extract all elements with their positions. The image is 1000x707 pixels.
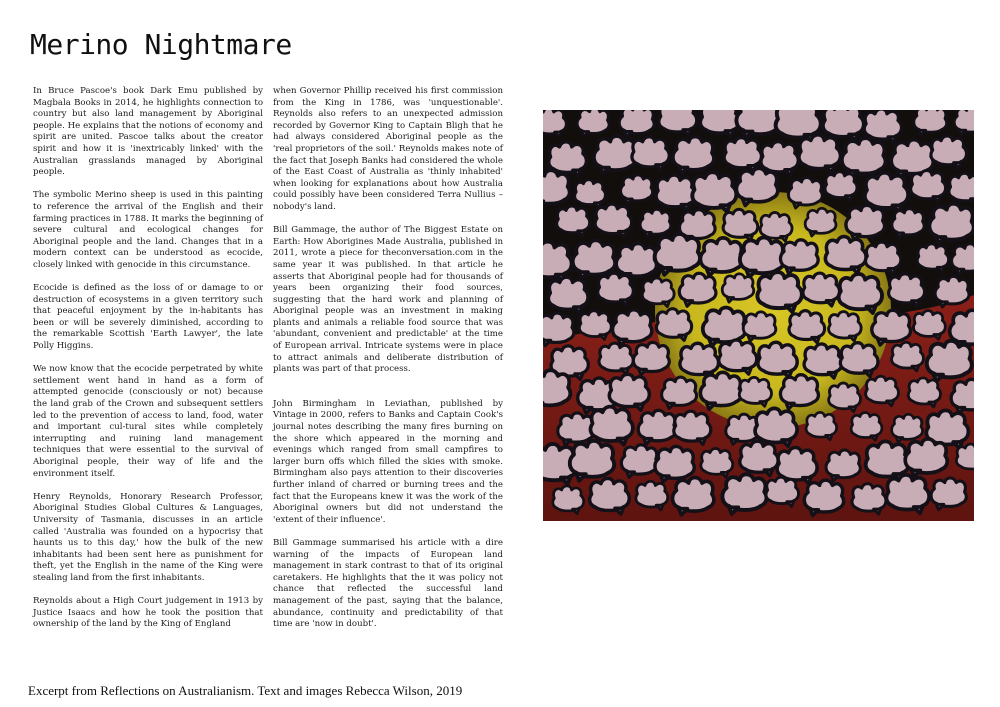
paragraph: Reynolds about a High Court judgement in 1913 by Justice Isaacs and how he took the position that ownership of the land by the King of England <box>33 596 263 630</box>
sheep <box>557 206 590 236</box>
sheep <box>570 441 614 481</box>
text-column-middle <box>273 86 503 642</box>
paragraph: Bill Gammage, the author of The Biggest Estate on Earth: How Aborigines Made Australia, published in 2011, wrote a piece for theconversation.com in the same year it was published. In that article he asserts that Aboriginal people had for thousands of years been organizing their food sources, suggesting that the hard work and planning of Aboriginal people was an investment in making plants and animals a reliable food source that was 'abundant, convenient and predictable' at the time of European arrival. Intricate systems were in place to attract animals and deliberate distribution of plants was part of that process. <box>273 225 503 375</box>
sheep <box>935 276 969 307</box>
sheep <box>825 237 866 274</box>
sheep <box>594 136 636 174</box>
sheep <box>929 204 973 244</box>
sheep <box>633 342 669 374</box>
sheep <box>892 209 924 238</box>
paragraph: We now know that the ecocide perpetrated by white settlement went hand in hand as a form of attempted genocide (consciously or not) because the land grab of the Crown and subsequent settlers led to the prevention of access to land, food, water and important cul-tural sites while completely interrupting and ruining land management techniques that were essential to the survival of Aboriginal people, their way of life and the environment itself. <box>33 364 263 479</box>
sheep <box>892 414 923 442</box>
sheep <box>766 477 799 506</box>
sheep <box>804 344 842 378</box>
sheep <box>736 168 777 205</box>
sheep <box>599 343 633 374</box>
sheep <box>739 377 771 406</box>
sheep <box>826 450 860 481</box>
sheep <box>911 170 946 201</box>
sheep <box>758 342 797 377</box>
paragraph: when Governor Phillip received his first commission from the King in 1786, was 'unquestionable'. Reynolds also refers to an unexpected admission recorded by Governor King to Captain Bligh that he had always considered Aboriginal people as the 'real proprietors of the soil.' Reynolds makes note of the fact that Joseph Banks had considered the whole of the East Coast of Australia as 'thinly inhabited' when looking for explanations about how Australia could possibly have been considered Terra Nullius – nobody's land. <box>273 86 503 212</box>
sheep <box>761 142 798 176</box>
sheep <box>905 439 947 477</box>
sheep <box>655 446 694 481</box>
sheep <box>866 376 899 406</box>
sheep <box>805 208 836 236</box>
sheep <box>789 311 825 343</box>
sheep <box>590 478 630 514</box>
sheep <box>931 478 966 510</box>
sheep <box>632 137 669 171</box>
sheep <box>839 274 882 313</box>
sheep <box>913 311 945 340</box>
sheep <box>621 445 657 478</box>
sheep <box>590 407 632 445</box>
sheep <box>889 274 925 306</box>
sheep <box>553 486 584 514</box>
sheep <box>700 238 742 276</box>
sheep <box>679 273 716 306</box>
sheep <box>655 234 700 275</box>
sheep <box>788 178 822 209</box>
sheep <box>743 312 776 341</box>
sheep <box>799 135 841 173</box>
sheep <box>575 180 606 207</box>
sheep <box>829 312 862 341</box>
sheep <box>674 411 711 444</box>
sheep <box>866 242 901 274</box>
sheep <box>803 273 840 306</box>
sheep <box>840 343 878 377</box>
paragraph: Ecocide is defined as the loss of or damage to or destruction of ecosystems in a given territory such that peaceful enjoyment by the in-habitants has been or will be severely diminished, according to the remarkable Scottish 'Earth Lawyer', the late Polly Higgins. <box>33 283 263 352</box>
sheep <box>543 313 574 346</box>
sheep <box>722 474 766 514</box>
sheep <box>656 175 695 210</box>
sheep <box>598 273 634 305</box>
sheep <box>846 205 885 240</box>
sheep <box>640 209 671 236</box>
sheep <box>558 413 594 445</box>
sheep <box>780 375 818 409</box>
sheep <box>886 475 929 513</box>
sheep <box>781 240 819 274</box>
sheep <box>724 138 761 172</box>
sheep <box>722 274 754 302</box>
sheep <box>613 310 652 345</box>
sheep <box>829 383 861 412</box>
sheep <box>638 410 676 444</box>
paragraph: John Birmingham in Leviathan, published by Vintage in 2000, refers to Banks and Captain Cook's journal notes describing the many fires burning on the shore which appeared in the morning and evenings which ranged from small campfires to larger burn offs which filled the skies with smoke. Birmingham also pays attention to their discoveries further inland of charred or burning trees and the fact that the Europeans knew it was the work of the Aboriginal owners but did not understand the 'extent of their influence'. <box>273 398 503 525</box>
sheep <box>621 175 653 204</box>
sheep <box>673 478 714 515</box>
sheep <box>908 378 940 407</box>
sheep <box>642 278 674 307</box>
sheep <box>740 441 778 475</box>
sheep <box>700 372 741 409</box>
sheep <box>825 172 857 201</box>
sheep <box>609 374 649 410</box>
sheep <box>662 377 697 408</box>
sheep <box>680 343 719 378</box>
sheep <box>806 412 837 439</box>
sheep <box>579 311 611 340</box>
sheep <box>804 480 843 515</box>
text-column-left <box>33 86 263 643</box>
painting-canvas <box>543 110 974 521</box>
paragraph: Bill Gammage summarised his article with a dire warning of the impacts of European land management in stark contrast to that of its original caretakers. He highlights that the it was policy not chance that reflected the successful land management of the past, saying that the balance, abundance, continuity and predictability of that time are 'now in doubt'. <box>273 537 503 630</box>
sheep <box>548 277 588 313</box>
sheep <box>701 448 733 477</box>
sheep <box>927 341 972 382</box>
sheep <box>656 309 691 341</box>
paragraph: Henry Reynolds, Honorary Research Professor, Aboriginal Studies Global Cultures & Languages, University of Tasmania, discusses in an article called 'Australia was founded on a hypocrisy that haunts us to this day,' how the bulk of the new inhabitants had been sent here as punishment for theft, yet the English in the name of the King were stealing land from the first inhabitants. <box>33 491 263 583</box>
sheep <box>757 272 801 312</box>
sheep <box>723 209 758 240</box>
sheep <box>595 204 632 237</box>
sheep <box>573 240 615 278</box>
sheep <box>577 110 609 136</box>
sheep <box>872 310 911 345</box>
footer-caption: Excerpt from Reflections on Australianism. Text and images Rebecca Wilson, 2019 <box>28 683 463 698</box>
sheep <box>636 481 668 510</box>
merino-nightmare-painting <box>543 110 974 521</box>
sheep <box>917 244 948 272</box>
sheep <box>673 137 714 174</box>
sheep <box>719 340 757 374</box>
sheep <box>842 138 886 177</box>
paragraph: The symbolic Merino sheep is used in this painting to reference the arrival of the English and their farming practices in 1788. It marks the beginning of severe cultural and ecological changes for Aboriginal people and the land. Changes that in a modern context can be understood as ecocide, closely linked with genocide in this circumstance. <box>33 190 263 270</box>
sheep <box>851 412 882 440</box>
sheep <box>692 172 736 212</box>
sheep <box>892 342 924 371</box>
sheep <box>852 484 886 514</box>
page-title: Merino Nightmare <box>30 28 292 61</box>
sheep <box>931 136 967 168</box>
paragraph: In Bruce Pascoe's book Dark Emu published by Magbala Books in 2014, he highlights connection to country but also land management by Aboriginal people. He explains that the notions of economy and spirit are united. Pascoe talks about the creator spirit and how it is 'inextricably linked' with the Australian grasslands managed by Aboriginal people. <box>33 86 263 178</box>
